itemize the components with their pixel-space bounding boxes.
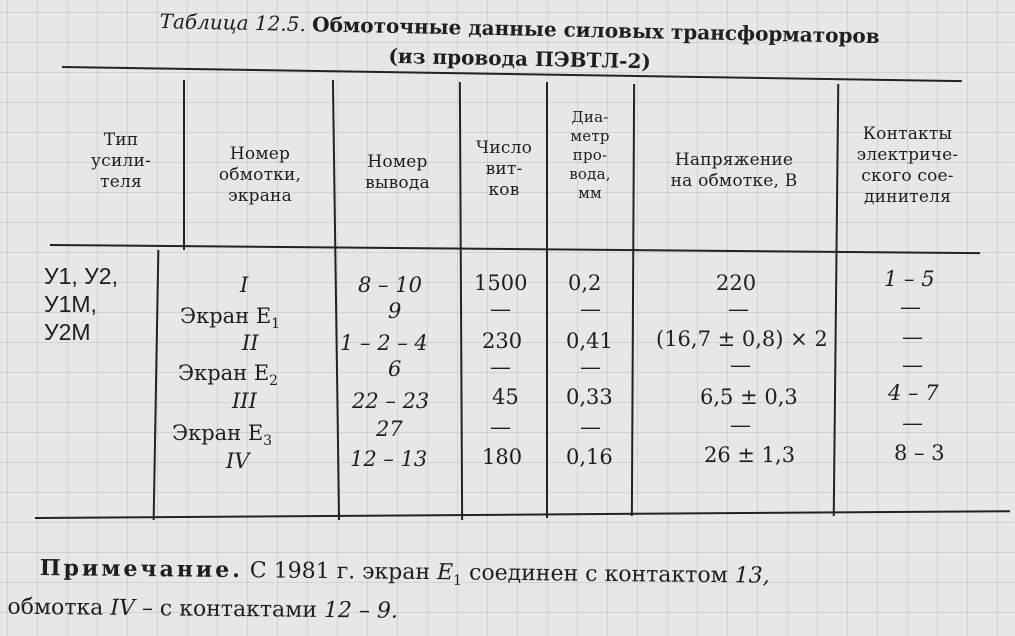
amplifier-type: У1М, [44,291,97,317]
cell-turns: 1500 [474,271,528,295]
header-rule [50,244,980,254]
cell-voltage: 26 ± 1,3 [704,443,796,467]
cell-contacts: — [900,295,921,319]
cell-diameter: 0,41 [566,329,613,353]
cell-winding: IV [226,449,250,473]
cell-winding [172,420,272,454]
cell-terminal: 1 – 2 – 4 [340,331,428,355]
screen-label: Экран E [172,421,264,445]
footnote [7,552,1015,635]
cell-turns: — [490,355,511,379]
header-line: вывода [365,173,430,193]
footnote-screen-index: 1 [452,572,463,589]
footnote-contacts: 12 – 9. [323,598,399,625]
cell-winding [178,360,278,394]
footnote-contact: 13, [734,563,770,589]
header-line: мм [578,184,602,202]
header-line: вит- [485,159,523,179]
cell-contacts: — [902,411,923,435]
screen-index: 2 [269,373,279,390]
cell-terminal: 8 – 10 [358,273,422,297]
cell-contacts: — [902,325,923,349]
bottom-rule [35,510,1010,519]
header-line: Напряжение [674,150,794,170]
cell-terminal: 22 – 23 [352,389,430,413]
cell-contacts: 8 – 3 [894,441,945,465]
header-line: ского сое- [861,166,954,186]
cell-turns: 230 [482,329,523,353]
cell-contacts: — [902,353,923,377]
cell-terminal: 27 [376,417,403,441]
cell-diameter: — [580,415,601,439]
header-line: Номер [367,152,428,172]
footnote-label: Примечание. [39,554,243,584]
header-line: Тип [103,130,139,150]
cell-diameter: 0,16 [566,445,613,469]
table-number: Таблица 12.5. [159,9,307,37]
screen-label: Экран E [180,304,272,328]
header-line: Число [475,138,533,158]
cell-terminal: 9 [388,299,402,323]
cell-contacts: 1 – 5 [884,267,935,291]
cell-diameter: — [580,297,601,321]
cell-winding: III [232,389,257,413]
screen-label: Экран E [178,361,270,385]
cell-diameter: — [580,355,601,379]
table-caption: Обмоточные данные силовых трансформаторов [311,12,880,49]
footnote-text: С 1981 г. экран [249,558,431,586]
header-voltage [636,150,832,192]
header-line: на обмотке, В [670,171,798,191]
header-turns [462,138,546,201]
cell-turns: — [490,297,511,321]
cell-winding [180,303,280,337]
header-contacts [840,124,975,208]
col-sep-1b [153,250,160,520]
cell-contacts: 4 – 7 [888,381,939,405]
header-type [62,130,180,193]
col-sep-1 [183,80,185,250]
cell-diameter: 0,2 [568,271,602,295]
amplifier-types [44,262,118,346]
cell-turns: 45 [492,385,519,409]
header-line: динителя [863,187,952,207]
footnote-text: – с контактами [141,596,318,624]
cell-turns: 180 [482,445,523,469]
header-line: теля [100,172,142,192]
header-line: Контакты [862,124,953,144]
header-line: Номер [229,144,291,164]
header-line: электриче- [856,145,959,165]
header-line: ков [488,180,520,200]
cell-terminal: 12 – 13 [350,447,428,471]
footnote-screen: E [436,560,454,586]
header-line: усили- [91,151,151,171]
cell-winding: II [242,331,259,355]
col-sep-6 [833,84,840,516]
header-line: метр [570,127,610,145]
header-line: вода, [569,165,611,183]
cell-voltage: — [730,413,751,437]
footnote-text: обмотка [7,595,104,622]
cell-voltage: (16,7 ± 0,8) × 2 [656,327,828,351]
table-subtitle: (из провода ПЭВТЛ-2) [388,43,652,74]
cell-voltage: 6,5 ± 0,3 [700,385,798,409]
screen-index: 1 [271,316,281,333]
header-line: обмотки, [218,165,302,185]
cell-voltage: — [730,353,751,377]
header-terminal [340,152,455,194]
header-diameter [548,108,632,203]
cell-voltage: 220 [716,271,757,295]
cell-voltage: — [728,297,749,321]
footnote-winding: IV [110,596,136,622]
cell-turns: — [490,415,511,439]
amplifier-type: У1, У2, [44,263,118,289]
header-line: про- [572,146,608,164]
header-winding [190,144,330,207]
amplifier-type: У2М [44,319,91,345]
header-line: Диа- [571,108,609,126]
cell-diameter: 0,33 [566,385,613,409]
cell-winding: I [240,273,249,297]
col-sep-2 [332,80,340,520]
cell-terminal: 6 [388,357,402,381]
screen-index: 3 [263,433,273,450]
header-line: экрана [228,186,292,206]
footnote-text: соединен с контактом [468,560,728,589]
